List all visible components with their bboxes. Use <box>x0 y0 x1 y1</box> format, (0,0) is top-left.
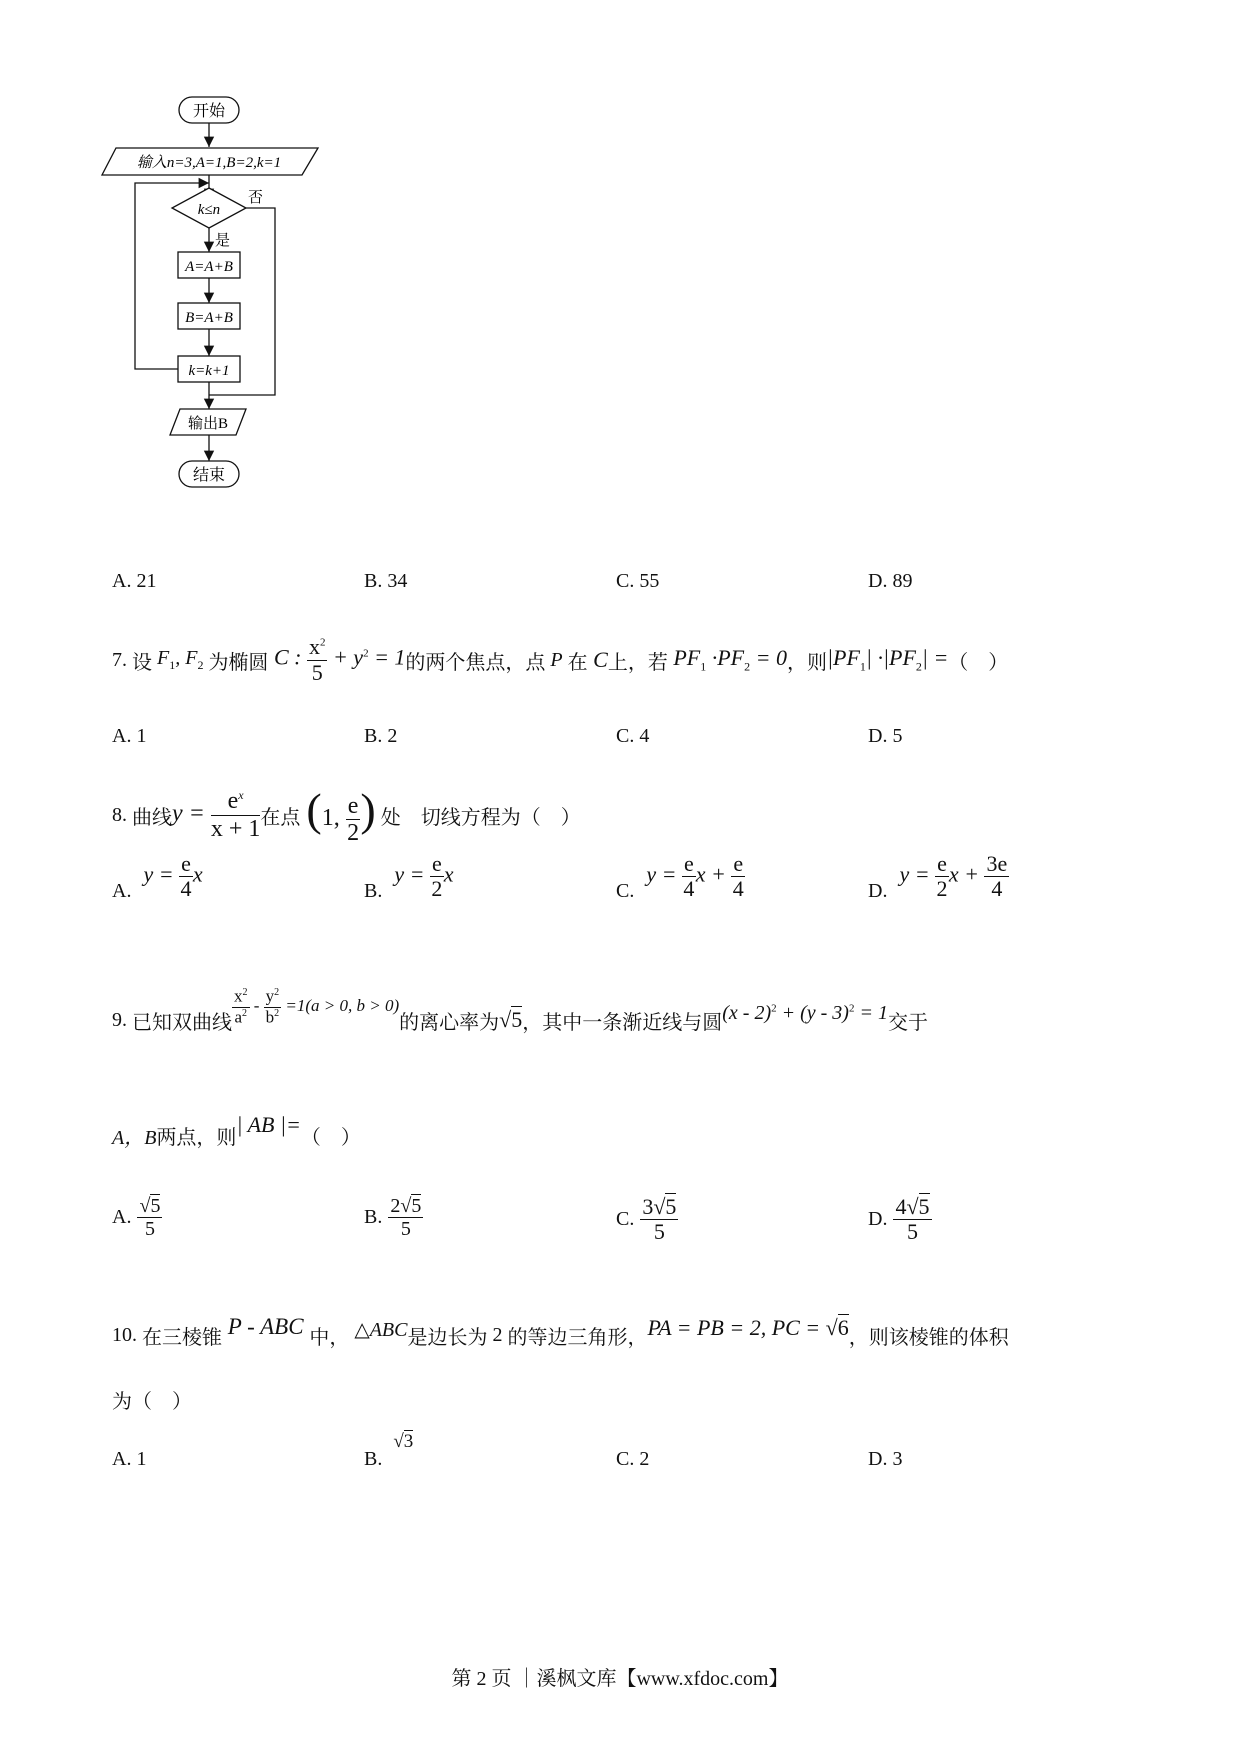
q6-option-d[interactable]: D. 89 <box>868 570 913 592</box>
flow-step2-label: B=A+B <box>185 310 233 326</box>
q9-option-d-label: D. <box>868 1208 888 1231</box>
q6-option-a[interactable]: A. 21 <box>112 570 157 592</box>
q9-circle-equation: (x - 2)$^2$ + (y - 3)$^2$ = 1 <box>722 1001 888 1024</box>
q9-text-d: 交于 <box>887 1011 928 1034</box>
question-9 <box>112 985 928 1055</box>
q8-option-d[interactable] <box>868 850 1009 903</box>
q10-edge-lengths: PA = PB = 2, PC = √6 <box>647 1315 849 1340</box>
q9-option-d-value: $\frac{4√5}{5}$ <box>895 1194 930 1245</box>
flow-yes-label: 是 <box>215 233 231 249</box>
q7-text-a: 设 <box>132 651 152 674</box>
q7-text-b: 为椭圆 <box>208 651 269 674</box>
q9-text-c: ，其中一条渐近线与圆 <box>522 1011 723 1034</box>
q10-number: 10. <box>112 1323 137 1346</box>
q9-option-c[interactable] <box>616 1195 678 1244</box>
q7-text-c: 的两个焦点，点 <box>405 651 546 674</box>
q10-option-b-label: B. <box>364 1448 383 1470</box>
flow-step1-label: A=A+B <box>185 259 233 275</box>
flow-start-label: 开始 <box>192 103 226 120</box>
q8-option-b-label: B. <box>364 880 383 902</box>
flowchart <box>100 95 330 555</box>
question-7 <box>112 630 1008 690</box>
q6-option-c[interactable]: C. 55 <box>616 570 660 592</box>
q6-option-b[interactable]: B. 34 <box>364 570 408 592</box>
flow-input-label: 输入n=3,A=1,B=2,k=1 <box>136 155 282 171</box>
q7-number: 7. <box>112 648 127 671</box>
q7-curve-c: C <box>587 647 608 672</box>
q10-option-b[interactable] <box>364 1431 414 1471</box>
q10-text-d: 的等边三角形， <box>507 1326 648 1349</box>
q10-side: 2 <box>492 1323 503 1346</box>
flow-no-label: 否 <box>248 190 264 206</box>
q7-text-d: 在 <box>567 651 588 674</box>
q7-text-g: （ ） <box>948 651 1009 674</box>
q10-text-c: 是边长为 <box>407 1326 488 1349</box>
q9-option-b-value: $\frac{2√5}{5}$ <box>390 1195 422 1240</box>
q9-option-a-value: $\frac{√5}{5}$ <box>139 1195 161 1240</box>
flow-condition-label: k≤n <box>197 202 221 218</box>
q8-option-a-label: A. <box>112 880 132 902</box>
question-10 <box>112 1310 1009 1360</box>
q8-number: 8. <box>112 803 127 826</box>
q9-option-b[interactable] <box>364 1195 423 1240</box>
q9-option-c-label: C. <box>616 1208 635 1231</box>
question-8 <box>112 775 581 855</box>
q7-text-f: ，则 <box>786 651 827 674</box>
q9-option-b-label: B. <box>364 1206 383 1228</box>
q9-text-a: 已知双曲线 <box>132 1011 232 1034</box>
q9-option-d[interactable] <box>868 1195 932 1244</box>
flow-end-label: 结束 <box>192 467 226 484</box>
q8-option-b-expr: y = $\frac{e}{2}$ x <box>394 850 454 901</box>
q10-option-a[interactable]: A. 1 <box>112 1448 147 1470</box>
q8-option-b[interactable] <box>364 850 454 903</box>
q9-line2-c: （ ） <box>300 1126 361 1149</box>
q10-option-d[interactable]: D. 3 <box>868 1448 903 1470</box>
q9-eccentricity: √5 <box>499 1007 523 1032</box>
q8-option-c[interactable] <box>616 850 745 903</box>
q9-option-a-label: A. <box>112 1206 132 1228</box>
q8-option-a[interactable] <box>112 850 203 903</box>
q10-text-e: ，则该棱锥的体积 <box>848 1326 1009 1349</box>
q9-number: 9. <box>112 1008 127 1031</box>
flow-step3-label: k=k+1 <box>188 363 230 379</box>
q10-text-a: 在三棱锥 <box>142 1326 222 1349</box>
q10-option-c[interactable]: C. 2 <box>616 1448 650 1470</box>
q10-triangle: △ABC <box>349 1318 408 1341</box>
q7-option-a[interactable]: A. 1 <box>112 725 147 747</box>
q8-option-a-expr: y = $\frac{e}{4}$ x <box>143 850 203 901</box>
q9-line2-b: 两点，则 <box>156 1126 237 1149</box>
q8-curve-equation: y = $\frac{e^x}{x + 1}$ <box>172 788 261 842</box>
q9-option-a[interactable] <box>112 1195 162 1240</box>
q10-pyramid: P - ABC <box>222 1314 310 1339</box>
q9-ab-expr: | AB |= <box>236 1112 301 1137</box>
flow-output-label: 输出B <box>187 416 229 432</box>
q8-option-c-label: C. <box>616 880 635 902</box>
q8-text-a: 曲线 <box>132 806 172 829</box>
q10-text-b: 中， <box>309 1326 350 1349</box>
q8-text-b: 在点 <box>260 806 301 829</box>
q7-expression: $|PF_1| \cdot|PF_2|$ = <box>826 645 949 674</box>
q7-foci: $F_1$, $F_2$ <box>157 647 204 672</box>
q8-option-d-label: D. <box>868 880 888 902</box>
q8-point: (1, $\frac{e}{2}$ ) <box>306 784 376 847</box>
q9-hyperbola-equation: $\frac{x^2}{a^2}$ - $\frac{y^2}{b^2}$ =1(a > 0, b > 0) <box>234 986 400 1027</box>
q10-line2: 为（ ） <box>112 1391 192 1413</box>
q7-point-p: P <box>545 648 568 671</box>
q7-text-e: 上，若 <box>607 651 668 674</box>
q8-text-c: 处 切线方程为（ ） <box>380 806 581 829</box>
q9-line2-a: A，B <box>112 1126 157 1149</box>
q7-option-c[interactable]: C. 4 <box>616 725 650 747</box>
q10-option-b-value: √3 <box>393 1431 414 1452</box>
q7-option-d[interactable]: D. 5 <box>868 725 903 747</box>
q8-option-c-expr: y = $\frac{e}{4}$ x + $\frac{e}{4}$ <box>646 850 744 901</box>
q8-option-d-expr: y = $\frac{e}{2}$ x + $\frac{3e}{4}$ <box>899 850 1008 901</box>
q7-ellipse-equation: C : $\frac{x^2}{5}$ + $y^2 = 1$ <box>268 634 406 685</box>
page-footer: 第 2 页 ｜溪枫文库【www.xfdoc.com】 <box>451 1668 789 1690</box>
q9-option-c-value: $\frac{3√5}{5}$ <box>642 1194 677 1245</box>
q7-option-b[interactable]: B. 2 <box>364 725 398 747</box>
question-9-line2 <box>112 1110 361 1160</box>
q9-text-b: 的离心率为 <box>399 1011 500 1034</box>
q7-condition: $PF_1 \cdot PF_2 = 0$ <box>667 645 787 674</box>
